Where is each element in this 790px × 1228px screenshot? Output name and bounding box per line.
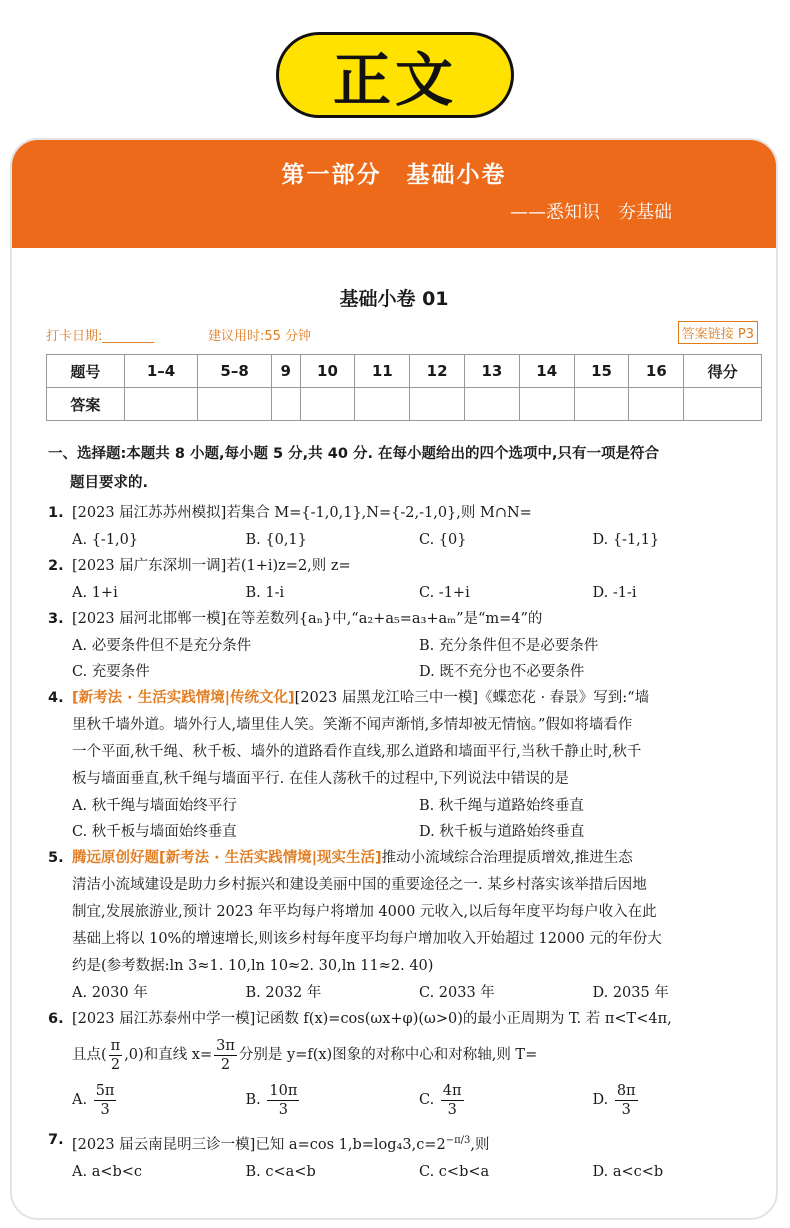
questions: [48, 440, 766, 1185]
options: [72, 659, 766, 685]
numerator: 4π: [442, 1082, 462, 1099]
question-tag: [新考法 · 生活实践情境|传统文化]: [72, 690, 295, 706]
question-number: 6.: [48, 1011, 64, 1027]
question-line: 清洁小流域建设是助力乡村振兴和建设美丽中国的重要途径之一. 某乡村落实该举措后因地: [72, 877, 647, 893]
banner-title: 第一部分 基础小卷: [281, 162, 507, 188]
option-b[interactable]: B. {0,1}: [245, 532, 307, 548]
question-line: 推动小流域综合治理提质增效,推进生态: [381, 850, 633, 866]
table-cell: 12: [410, 355, 465, 388]
options: [72, 633, 766, 659]
denominator: 3: [100, 1101, 110, 1118]
question-line: 基础上将以 10%的增速增长,则该乡村每年度平均每户增加收入开始超过 12000 元的年份大: [72, 931, 662, 947]
fraction: [109, 1037, 123, 1074]
question-line: 约是(参考数据:ln 3≈1. 10,ln 10≈2. 30,ln 11≈2. 40): [72, 958, 434, 974]
answer-cell[interactable]: [519, 388, 574, 421]
question-number: 2.: [48, 558, 64, 574]
option-c[interactable]: C. c<b<a: [419, 1163, 490, 1180]
question-text: [2023 届江苏苏州模拟]若集合 M={-1,0,1},N={-2,-1,0},则 M∩N=: [72, 505, 532, 521]
question-3: [48, 606, 766, 685]
section-line: 题目要求的.: [70, 475, 149, 491]
answer-cell[interactable]: [464, 388, 519, 421]
numerator: 8π: [616, 1082, 636, 1099]
answer-link[interactable]: 答案链接 P3: [678, 321, 758, 344]
question-line: 制宜,发展旅游业,预计 2023 年平均每户将增加 4000 元收入,以后每年度平均每户收入在此: [72, 904, 657, 920]
answer-cell[interactable]: [124, 388, 198, 421]
option-c[interactable]: C. -1+i: [419, 585, 470, 601]
option-d[interactable]: [593, 1077, 767, 1123]
suggested-time: 建议用时:55 分钟: [208, 329, 312, 344]
table-cell: 10: [300, 355, 355, 388]
numerator: 10π: [269, 1082, 298, 1099]
option-label: A.: [72, 1092, 88, 1108]
options: [72, 980, 766, 1006]
question-text: [2023 届云南昆明三诊一模]已知 a=cos 1,b=log₄3,c=2: [72, 1136, 446, 1153]
question-line: 板与墙面垂直,秋千绳与墙面平行. 在佳人荡秋千的过程中,下列说法中错误的是: [72, 771, 569, 787]
option-a[interactable]: A. 1+i: [72, 585, 118, 601]
banner: [12, 140, 776, 248]
option-label: B.: [245, 1092, 261, 1108]
option-c[interactable]: C. 秋千板与墙面始终垂直: [72, 824, 237, 840]
answer-cell[interactable]: [300, 388, 355, 421]
question-text: ,0)和直线 x=: [124, 1047, 213, 1063]
options: [72, 527, 766, 553]
table-cell: 15: [574, 355, 629, 388]
option-d[interactable]: D. {-1,1}: [592, 532, 660, 548]
denominator: 2: [220, 1056, 231, 1073]
option-b[interactable]: [246, 1077, 420, 1123]
table-cell: 题号: [47, 355, 125, 388]
option-a[interactable]: A. 2030 年: [72, 985, 148, 1001]
banner-subtitle: ——悉知识 夯基础: [510, 202, 672, 223]
option-label: D.: [592, 1092, 609, 1108]
option-a[interactable]: A. {-1,0}: [72, 532, 139, 548]
question-7: [48, 1127, 766, 1185]
question-line: [72, 1033, 766, 1077]
question-text: [2023 届广东深圳一调]若(1+i)z=2,则 z=: [72, 558, 351, 574]
options: [72, 580, 766, 606]
option-c[interactable]: C. {0}: [419, 532, 467, 548]
table-cell: 14: [519, 355, 574, 388]
option-a[interactable]: A. 必要条件但不是充分条件: [72, 638, 252, 654]
option-label: C.: [419, 1092, 435, 1108]
table-cell: 1–4: [124, 355, 198, 388]
question-4: [48, 685, 766, 845]
option-b[interactable]: B. 1-i: [245, 585, 285, 601]
answer-cell[interactable]: [629, 388, 684, 421]
table-cell: 得分: [684, 355, 762, 388]
fraction: [615, 1082, 638, 1119]
question-text: [2023 届河北邯郸一模]在等差数列{aₙ}中,“a₂+a₅=a₃+aₘ”是“m=4”的: [72, 611, 543, 627]
options: [72, 819, 766, 845]
question-text: [2023 届江苏泰州中学一模]记函数 f(x)=cos(ωx+φ)(ω>0)的最小正周期为 T. 若 π<T<4π,: [72, 1011, 672, 1027]
fraction: [267, 1082, 299, 1119]
option-c[interactable]: C. 2033 年: [419, 985, 495, 1001]
paper-title: 基础小卷 01: [339, 288, 449, 310]
options: [72, 1159, 766, 1185]
option-a[interactable]: A. 秋千绳与墙面始终平行: [72, 798, 237, 814]
table-cell: 5–8: [198, 355, 272, 388]
question-number: 7.: [48, 1132, 64, 1148]
option-b[interactable]: B. 充分条件但不是必要条件: [419, 638, 599, 654]
answer-cell[interactable]: [198, 388, 272, 421]
option-b[interactable]: B. 秋千绳与道路始终垂直: [419, 798, 584, 814]
numerator: π: [110, 1037, 121, 1054]
option-d[interactable]: D. 秋千板与道路始终垂直: [419, 824, 585, 840]
option-c[interactable]: [419, 1077, 593, 1123]
option-b[interactable]: B. 2032 年: [245, 985, 322, 1001]
answer-cell[interactable]: [684, 388, 762, 421]
question-number: 5.: [48, 850, 64, 866]
option-b[interactable]: B. c<a<b: [245, 1163, 316, 1180]
question-number: 3.: [48, 611, 64, 627]
question-text: [72, 1127, 766, 1159]
answer-table: [46, 354, 762, 421]
question-line: [2023 届黑龙江哈三中一模]《蝶恋花 · 春景》写到:“墙: [294, 690, 650, 706]
denominator: 3: [447, 1101, 457, 1118]
fraction: [214, 1037, 237, 1074]
table-cell: 13: [464, 355, 519, 388]
section-line: 一、选择题:本题共 8 小题,每小题 5 分,共 40 分. 在每小题给出的四个选项中,只有一项是符合: [48, 446, 660, 462]
answer-cell[interactable]: [271, 388, 300, 421]
option-c[interactable]: C. 充要条件: [72, 664, 150, 680]
question-line: 里秋千墙外道。墙外行人,墙里佳人笑。笑渐不闻声渐悄,多情却被无情恼。”假如将墙看作: [72, 717, 633, 733]
option-a[interactable]: [72, 1077, 246, 1123]
options: [72, 793, 766, 819]
question-text: ,则: [470, 1136, 490, 1153]
table-cell: 16: [629, 355, 684, 388]
question-5: [48, 845, 766, 1006]
question-number: 1.: [48, 505, 64, 521]
fraction: [441, 1082, 464, 1119]
option-d[interactable]: D. 既不充分也不必要条件: [419, 664, 585, 680]
denominator: 2: [110, 1056, 121, 1073]
exponent: −π/3: [445, 1135, 471, 1146]
table-row: [47, 355, 762, 388]
table-row: [47, 388, 762, 421]
numerator: 5π: [95, 1082, 115, 1099]
question-line: 一个平面,秋千绳、秋千板、墙外的道路看作直线,那么道路和墙面平行,当秋千静止时,秋千: [72, 744, 642, 760]
option-d[interactable]: D. 2035 年: [592, 985, 669, 1001]
section-heading: [48, 440, 766, 498]
option-a[interactable]: A. a<b<c: [72, 1163, 143, 1180]
fraction: [94, 1082, 117, 1119]
table-cell: 答案: [47, 388, 125, 421]
table-cell: 11: [355, 355, 410, 388]
option-d[interactable]: D. -1-i: [592, 585, 637, 601]
question-text: [72, 845, 766, 872]
question-text: 且点(: [72, 1047, 107, 1063]
answer-cell[interactable]: [574, 388, 629, 421]
denominator: 3: [278, 1101, 288, 1118]
checkin-date: 打卡日期:________: [46, 329, 155, 344]
exam-card: [10, 138, 778, 1220]
question-1: [48, 500, 766, 553]
answer-cell[interactable]: [355, 388, 410, 421]
denominator: 3: [621, 1101, 631, 1118]
answer-cell[interactable]: [410, 388, 465, 421]
question-number: 4.: [48, 690, 64, 706]
question-6: [48, 1006, 766, 1123]
question-text: [72, 685, 766, 712]
option-d[interactable]: D. a<c<b: [592, 1163, 664, 1180]
table-cell: 9: [271, 355, 300, 388]
numerator: 3π: [216, 1037, 235, 1054]
options: [72, 1077, 766, 1123]
question-tag: 腾远原创好题[新考法 · 生活实践情境|现实生活]: [72, 850, 382, 866]
question-2: [48, 553, 766, 606]
section-badge: 正文: [276, 32, 514, 118]
question-text: 分别是 y=f(x)图象的对称中心和对称轴,则 T=: [238, 1047, 538, 1063]
